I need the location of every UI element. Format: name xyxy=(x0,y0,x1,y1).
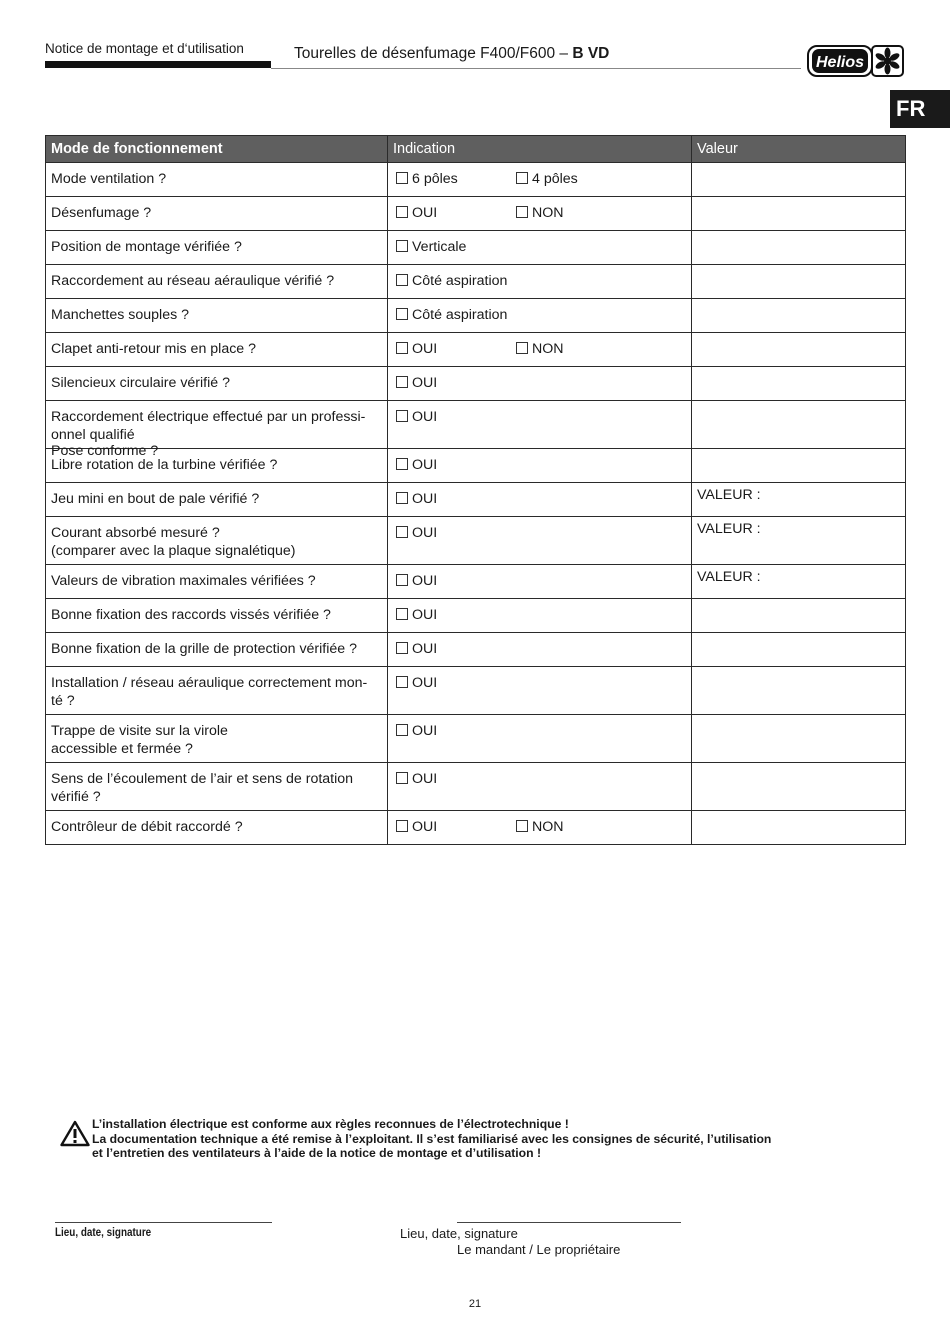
cell-mode xyxy=(46,367,388,401)
document-title-model: B VD xyxy=(572,45,610,62)
cell-valeur[interactable] xyxy=(692,633,906,667)
checkbox-option[interactable] xyxy=(396,722,437,740)
checkbox-option[interactable] xyxy=(396,408,437,426)
cell-indication xyxy=(388,633,692,667)
checkbox-option[interactable] xyxy=(396,606,437,624)
warning-triangle-icon xyxy=(60,1120,90,1147)
checkbox-label: OUI xyxy=(412,573,438,589)
column-header-valeur: Valeur xyxy=(692,136,906,163)
notice-line-2: La documentation technique a été remise à l’exploitant. Il s’est familiarisé avec les consignes de sécurité, l’utilisation xyxy=(92,1131,772,1146)
row-label: Installation / réseau aéraulique correctement mon- xyxy=(51,675,368,691)
table-row xyxy=(46,197,906,231)
document-title-text: Tourelles de désenfumage F400/F600 – xyxy=(294,45,573,62)
checkbox-option[interactable] xyxy=(516,204,564,222)
row-label: Clapet anti-retour mis en place ? xyxy=(51,341,257,357)
cell-mode xyxy=(46,667,388,715)
checkbox-icon[interactable] xyxy=(396,772,408,784)
checkbox-option[interactable] xyxy=(396,524,437,542)
checkbox-icon[interactable] xyxy=(396,410,408,422)
cell-valeur[interactable] xyxy=(692,763,906,811)
checkbox-option[interactable] xyxy=(516,170,578,188)
checkbox-icon[interactable] xyxy=(396,274,408,286)
checkbox-label: Verticale xyxy=(412,239,467,255)
document-type-label: Notice de montage et d‘utilisation xyxy=(45,41,244,56)
checkbox-label: OUI xyxy=(412,723,438,739)
row-label: Raccordement électrique effectué par un professi- xyxy=(51,409,366,425)
logo-text: Helios xyxy=(815,54,865,71)
row-label: Mode ventilation ? xyxy=(51,171,167,187)
checkbox-label: OUI xyxy=(412,409,438,425)
cell-valeur[interactable] xyxy=(692,265,906,299)
checkbox-icon[interactable] xyxy=(516,342,528,354)
cell-valeur[interactable] xyxy=(692,197,906,231)
cell-mode xyxy=(46,265,388,299)
cell-mode xyxy=(46,163,388,197)
checkbox-icon[interactable] xyxy=(396,342,408,354)
cell-indication xyxy=(388,265,692,299)
row-label-continued: accessible et fermée ? xyxy=(51,741,193,757)
row-label: Valeurs de vibration maximales vérifiées ? xyxy=(51,573,316,589)
cell-mode xyxy=(46,715,388,763)
checkbox-label: OUI xyxy=(412,341,438,357)
checkbox-option[interactable] xyxy=(396,170,516,188)
checkbox-icon[interactable] xyxy=(396,642,408,654)
signature-sublabel-owner: Le mandant / Le propriétaire xyxy=(457,1242,621,1257)
cell-valeur[interactable] xyxy=(692,811,906,845)
cell-valeur[interactable] xyxy=(692,299,906,333)
cell-indication xyxy=(388,231,692,265)
cell-valeur[interactable] xyxy=(692,517,906,565)
cell-indication xyxy=(388,811,692,845)
checkbox-option[interactable] xyxy=(396,770,437,788)
checkbox-label: OUI xyxy=(412,607,438,623)
table-row xyxy=(46,367,906,401)
commissioning-checklist-table xyxy=(45,135,906,845)
checkbox-label: 4 pôles xyxy=(532,171,578,187)
row-label: Silencieux circulaire vérifié ? xyxy=(51,375,230,391)
checkbox-option[interactable] xyxy=(396,238,466,256)
checkbox-icon[interactable] xyxy=(396,240,408,252)
checkbox-label: OUI xyxy=(412,375,438,391)
cell-indication xyxy=(388,517,692,565)
table-row xyxy=(46,265,906,299)
table-row xyxy=(46,333,906,367)
cell-mode xyxy=(46,401,388,459)
checkbox-icon[interactable] xyxy=(396,308,408,320)
row-label-continued: vérifié ? xyxy=(51,789,101,805)
signature-line-owner[interactable] xyxy=(457,1222,681,1223)
table-row xyxy=(46,299,906,333)
checkbox-option[interactable] xyxy=(396,204,516,222)
checkbox-icon[interactable] xyxy=(396,526,408,538)
row-label: Sens de l’écoulement de l’air et sens de rotation xyxy=(51,771,354,787)
cell-mode xyxy=(46,517,388,565)
row-label: Trappe de visite sur la virole xyxy=(51,723,228,739)
table-row xyxy=(46,633,906,667)
row-label: Libre rotation de la turbine vérifiée ? xyxy=(51,457,278,473)
value-label: VALEUR : xyxy=(697,569,761,585)
checkbox-icon[interactable] xyxy=(396,820,408,832)
table-row xyxy=(46,565,906,599)
table-row xyxy=(46,231,906,265)
row-label: Courant absorbé mesuré ? xyxy=(51,525,220,541)
cell-indication xyxy=(388,763,692,811)
checkbox-icon[interactable] xyxy=(516,820,528,832)
cell-valeur[interactable] xyxy=(692,483,906,517)
cell-indication xyxy=(388,367,692,401)
checkbox-label: Côté aspiration xyxy=(412,273,508,289)
row-label-overlap: Pose conforme ? xyxy=(51,443,159,459)
signature-label-owner: Lieu, date, signature xyxy=(400,1226,518,1241)
cell-valeur[interactable] xyxy=(692,715,906,763)
row-label: Position de montage vérifiée ? xyxy=(51,239,242,255)
cell-indication xyxy=(388,715,692,763)
checkbox-label: NON xyxy=(532,205,564,221)
header-bar xyxy=(45,61,271,68)
checkbox-option[interactable] xyxy=(396,572,437,590)
cell-indication xyxy=(388,667,692,715)
checkbox-option[interactable] xyxy=(396,490,437,508)
row-label: Manchettes souples ? xyxy=(51,307,190,323)
checkbox-option[interactable] xyxy=(396,374,437,392)
value-label: VALEUR : xyxy=(697,487,761,503)
checkbox-icon[interactable] xyxy=(396,458,408,470)
cell-valeur[interactable] xyxy=(692,333,906,367)
table-row xyxy=(46,517,906,565)
checkbox-label: NON xyxy=(532,819,564,835)
cell-indication xyxy=(388,197,692,231)
row-label: Jeu mini en bout de pale vérifié ? xyxy=(51,491,260,507)
cell-indication xyxy=(388,401,692,449)
cell-indication xyxy=(388,483,692,517)
cell-mode xyxy=(46,811,388,845)
checkbox-label: OUI xyxy=(412,675,438,691)
document-title xyxy=(294,45,609,63)
checkbox-option[interactable] xyxy=(516,818,564,836)
checkbox-option[interactable] xyxy=(396,340,516,358)
table-row xyxy=(46,667,906,715)
notice-line-1: L’installation électrique est conforme aux règles reconnues de l’électrotechnique ! xyxy=(92,1117,569,1131)
table-row xyxy=(46,449,906,483)
checkbox-option[interactable] xyxy=(396,306,507,324)
row-label: Raccordement au réseau aéraulique vérifié ? xyxy=(51,273,335,289)
cell-mode xyxy=(46,565,388,599)
cell-mode xyxy=(46,763,388,811)
checkbox-label: OUI xyxy=(412,819,438,835)
table-row xyxy=(46,599,906,633)
row-label: Bonne fixation de la grille de protection vérifiée ? xyxy=(51,641,358,657)
cell-indication xyxy=(388,333,692,367)
checkbox-icon[interactable] xyxy=(396,574,408,586)
checkbox-icon[interactable] xyxy=(396,376,408,388)
checkbox-label: NON xyxy=(532,341,564,357)
cell-mode xyxy=(46,231,388,265)
header-rule xyxy=(271,68,801,69)
checkbox-icon[interactable] xyxy=(396,608,408,620)
checkbox-option[interactable] xyxy=(516,340,564,358)
checkbox-label: OUI xyxy=(412,641,438,657)
cell-indication xyxy=(388,565,692,599)
cell-valeur[interactable] xyxy=(692,449,906,483)
checkbox-label: OUI xyxy=(412,771,438,787)
cell-valeur[interactable] xyxy=(692,163,906,197)
page-number: 21 xyxy=(468,1298,482,1310)
checkbox-icon[interactable] xyxy=(396,724,408,736)
table-row xyxy=(46,715,906,763)
checkbox-label: OUI xyxy=(412,457,438,473)
signature-line-installer[interactable] xyxy=(55,1222,272,1223)
table-row xyxy=(46,163,906,197)
checkbox-option[interactable] xyxy=(396,272,507,290)
table-header-row xyxy=(46,136,906,163)
cell-valeur[interactable] xyxy=(692,367,906,401)
cell-indication xyxy=(388,599,692,633)
checkbox-label: Côté aspiration xyxy=(412,307,508,323)
cell-mode xyxy=(46,599,388,633)
checkbox-icon[interactable] xyxy=(516,206,528,218)
helios-logo xyxy=(807,44,905,78)
checkbox-option[interactable] xyxy=(396,456,437,474)
checkbox-label: OUI xyxy=(412,525,438,541)
checkbox-icon[interactable] xyxy=(396,676,408,688)
column-header-mode: Mode de fonctionnement xyxy=(46,136,388,163)
row-label: Contrôleur de débit raccordé ? xyxy=(51,819,243,835)
row-label-continued: onnel qualifié xyxy=(51,427,135,443)
cell-valeur[interactable] xyxy=(692,667,906,715)
checkbox-option[interactable] xyxy=(396,640,437,658)
checkbox-icon[interactable] xyxy=(396,492,408,504)
row-label: Bonne fixation des raccords vissés vérifiée ? xyxy=(51,607,331,623)
table-row xyxy=(46,483,906,517)
cell-valeur[interactable] xyxy=(692,401,906,449)
cell-indication xyxy=(388,449,692,483)
cell-mode xyxy=(46,333,388,367)
checkbox-icon[interactable] xyxy=(396,206,408,218)
checkbox-label: 6 pôles xyxy=(412,171,458,187)
signature-label-installer: Lieu, date, signature xyxy=(55,1227,152,1239)
checkbox-icon[interactable] xyxy=(516,172,528,184)
table-row xyxy=(46,401,906,449)
cell-mode xyxy=(46,299,388,333)
table-row xyxy=(46,811,906,845)
row-label-continued: (comparer avec la plaque signalétique) xyxy=(51,543,296,559)
row-label-continued: té ? xyxy=(51,693,75,709)
column-header-indication: Indication xyxy=(388,136,692,163)
checkbox-label: OUI xyxy=(412,205,438,221)
value-label: VALEUR : xyxy=(697,521,761,537)
checkbox-label: OUI xyxy=(412,491,438,507)
cell-indication xyxy=(388,163,692,197)
checkbox-option[interactable] xyxy=(396,674,437,692)
cell-indication xyxy=(388,299,692,333)
cell-valeur[interactable] xyxy=(692,231,906,265)
table-row xyxy=(46,763,906,811)
cell-valeur[interactable] xyxy=(692,565,906,599)
cell-valeur[interactable] xyxy=(692,599,906,633)
cell-mode xyxy=(46,483,388,517)
language-tab: FR xyxy=(890,90,950,128)
cell-mode xyxy=(46,197,388,231)
checkbox-option[interactable] xyxy=(396,818,516,836)
checkbox-icon[interactable] xyxy=(396,172,408,184)
cell-mode xyxy=(46,633,388,667)
row-label: Désenfumage ? xyxy=(51,205,152,221)
notice-line-3: et l’entretien des ventilateurs à l’aide de la notice de montage et d’utilisation ! xyxy=(92,1146,542,1160)
